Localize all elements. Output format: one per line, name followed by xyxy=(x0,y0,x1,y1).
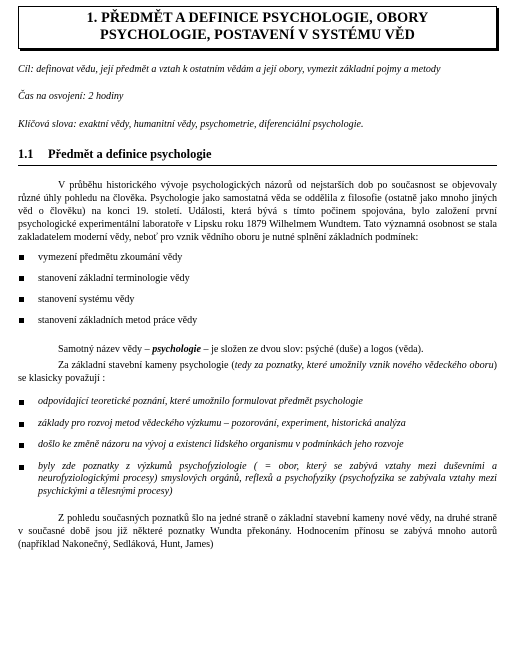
list-item xyxy=(18,396,497,409)
bullet-icon xyxy=(19,297,24,302)
list-item-text: byly zde poznatky z výzkumů psychofyziologie ( = obor, který se zabývá vztahy mezi duševními a neurofyziologickými procesy) smyslových orgánů, reflexů a psychofyziky (psychofyzika se zabývala vztahy mezi psychickými a tělesnými procesy) xyxy=(38,460,497,498)
list-item xyxy=(18,461,497,500)
bullet-icon xyxy=(19,465,24,470)
paragraph-text: ) se klasicky považují : xyxy=(18,360,497,385)
emphasized-term: psychologie xyxy=(152,344,201,356)
section-title: Předmět a definice psychologie xyxy=(48,147,212,161)
paragraph-cornerstones-intro xyxy=(18,360,497,386)
cornerstones-list xyxy=(18,396,497,499)
paragraph-text: Samotný název vědy – xyxy=(58,344,153,356)
bullet-icon xyxy=(19,276,24,281)
chapter-title-line-2: PSYCHOLOGIE, POSTAVENÍ V SYSTÉMU VĚD xyxy=(100,27,415,43)
bullet-icon xyxy=(19,318,24,323)
list-item-text: stanovení systému vědy xyxy=(38,294,135,306)
study-time: Čas na osvojení: 2 hodiny xyxy=(18,91,124,102)
list-item-text: došlo ke změně názoru na vývoj a existenci lidského organismu v podmínkách jeho rozvoje xyxy=(38,439,404,451)
bullet-icon xyxy=(19,443,24,448)
list-item xyxy=(18,273,497,286)
list-item xyxy=(18,252,497,265)
paragraph-current-view: Z pohledu současných poznatků šlo na jedné straně o základní stavební kameny nové vědy, na druhé straně v současné době jsou již některé poznatky Wundta překonány. Hodnocením přínosu se zabývá mnoho autorů (například Nakonečný, Sedláková, Hunt, James) xyxy=(18,513,497,551)
list-item-text: vymezení předmětu zkoumání vědy xyxy=(38,251,183,263)
paragraph-text: – je složen ze dvou slov: psýché (duše) a logos (věda). xyxy=(200,344,424,356)
paragraph-name-origin xyxy=(18,344,497,357)
list-item-text: odpovídající teoretické poznání, které umožnilo formulovat předmět psychologie xyxy=(38,396,363,408)
section-number: 1.1 xyxy=(18,147,34,161)
list-item-text: základy pro rozvoj metod vědeckého výzkumu – pozorování, experiment, historická analýza xyxy=(38,417,406,429)
list-item xyxy=(18,294,497,307)
chapter-title-line-1: 1. PŘEDMĚT A DEFINICE PSYCHOLOGIE, OBORY xyxy=(86,10,429,26)
paragraph-text: Za základní stavební kameny psychologie ( xyxy=(58,360,235,372)
list-item xyxy=(18,439,497,452)
list-item-text: stanovení základních metod práce vědy xyxy=(38,315,198,327)
section-heading xyxy=(18,147,497,166)
list-item xyxy=(18,418,497,431)
chapter-title-box xyxy=(18,6,497,49)
chapter-goal: Cíl: definovat vědu, její předmět a vztah k ostatním vědám a její obory, vymezit základní pojmy a metody xyxy=(18,64,441,75)
bullet-icon xyxy=(19,400,24,405)
bullet-icon xyxy=(19,422,24,427)
list-item-text: stanovení základní terminologie vědy xyxy=(38,272,190,284)
bullet-icon xyxy=(19,255,24,260)
paragraph-history: V průběhu historického vývoje psychologických názorů od nejstarších dob po současnost se objevovaly různé úhly pohledu na člověka. Psychologie jako samostatná věda se oddělila z filosofie (ostatně jako mnoho jiných věd o člověku) na konci 19. století. Události, která bývá s tímto počinem spojována, bylo založení první psychologické experimentální laboratoře v Lipsku roku 1879 Wilhelmem Wundtem. Tato významná osobnost se stala zakladatelem moderní vědy, neboť pro vznik vědního oboru je nutné splnění základních podmínek: xyxy=(18,180,497,243)
list-item xyxy=(18,315,497,328)
keywords: Klíčová slova: exaktní vědy, humanitní vědy, psychometrie, diferenciální psychologie. xyxy=(18,119,364,130)
conditions-list xyxy=(18,252,497,329)
paragraph-italic-text: tedy za poznatky, které umožnily vznik nového vědeckého oboru xyxy=(234,360,494,372)
